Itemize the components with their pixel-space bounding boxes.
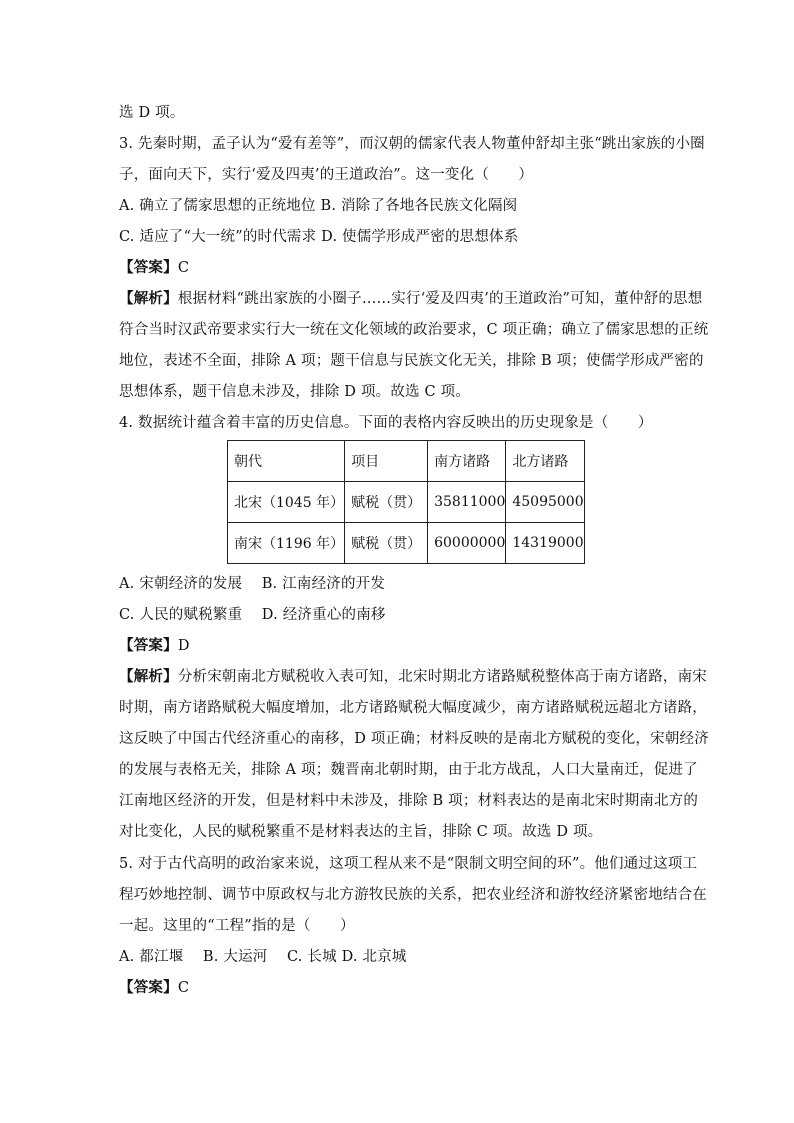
table-cell: 北宋（1045 年） xyxy=(228,482,345,523)
question-stem: 4. 数据统计蕴含着丰富的历史信息。下面的表格内容反映出的历史现象是（ ） xyxy=(119,415,653,431)
text-line: 选 D 项。 xyxy=(119,105,185,121)
answer-key: 【答案】C xyxy=(119,979,190,996)
table-row xyxy=(228,523,585,564)
answer-options: A. 确立了儒家思想的正统地位 B. 消除了各地各民族文化隔阂 xyxy=(119,198,518,214)
question-stem: 子，面向天下，实行‘爱及四夷’的王道政治”。这一变化（ ） xyxy=(119,167,534,183)
table-cell: 35811000 xyxy=(428,482,506,523)
section-label: 【解析】 xyxy=(119,668,178,685)
table-cell: 赋税（贯） xyxy=(345,523,428,564)
answer-options: C. 适应了“大一统”的时代需求 D. 使儒学形成严密的思想体系 xyxy=(119,229,519,245)
question-stem: 5. 对于古代高明的政治家来说，这项工程从来不是“限制文明空间的环”。他们通过这项工 xyxy=(119,856,698,872)
section-label: 【答案】 xyxy=(119,259,178,276)
table-header-cell: 北方诸路 xyxy=(506,441,584,482)
explanation: 时期，南方诸路赋税大幅度增加，北方诸路赋税大幅度减少，南方诸路赋税远超北方诸路， xyxy=(119,700,707,716)
table-cell: 60000000 xyxy=(428,523,506,564)
table-header-cell: 项目 xyxy=(345,441,428,482)
explanation: 的发展与表格无关，排除 A 项；魏晋南北朝时期，由于北方战乱，人口大量南迁，促进了 xyxy=(119,762,698,778)
answer-key: 【答案】D xyxy=(119,637,190,654)
answer-options: A. 宋朝经济的发展 B. 江南经济的开发 xyxy=(119,576,386,592)
answer-options: A. 都江堰 B. 大运河 C. 长城 D. 北京城 xyxy=(119,949,407,965)
question-stem: 程巧妙地控制、调节中原政权与北方游牧民族的关系，把农业经济和游牧经济紧密地结合在 xyxy=(119,887,707,903)
explanation: 地位，表述不全面，排除 A 项；题干信息与民族文化无关，排除 B 项；使儒学形成严密的 xyxy=(119,353,704,369)
explanation: 思想体系，题干信息未涉及，排除 D 项。故选 C 项。 xyxy=(119,384,471,400)
tax-table xyxy=(227,440,585,564)
explanation: 【解析】根据材料“跳出家族的小圈子……实行‘爱及四夷’的王道政治”可知，董仲舒的思想 xyxy=(119,290,703,307)
table-cell: 南宋（1196 年） xyxy=(228,523,345,564)
table-header-cell: 南方诸路 xyxy=(428,441,506,482)
question-stem: 一起。这里的“工程”指的是（ ） xyxy=(119,918,355,934)
table-cell: 14319000 xyxy=(506,523,584,564)
explanation: 符合当时汉武帝要求实行大一统在文化领域的政治要求，C 项正确；确立了儒家思想的正统 xyxy=(119,322,709,338)
answer-options: C. 人民的赋税繁重 D. 经济重心的南移 xyxy=(119,607,386,623)
explanation: 这反映了中国古代经济重心的南移，D 项正确；材料反映的是南北方赋税的变化，宋朝经济 xyxy=(119,731,709,747)
table-row xyxy=(228,482,585,523)
explanation: 【解析】分析宋朝南北方赋税收入表可知，北宋时期北方诸路赋税整体高于南方诸路，南宋 xyxy=(119,668,708,685)
answer-key: 【答案】C xyxy=(119,259,190,276)
table-cell: 45095000 xyxy=(506,482,584,523)
table-cell: 赋税（贯） xyxy=(345,482,428,523)
explanation: 对比变化，人民的赋税繁重不是材料表达的主旨，排除 C 项。故选 D 项。 xyxy=(119,824,603,840)
table-header-cell: 朝代 xyxy=(228,441,345,482)
table-header-row xyxy=(228,441,585,482)
section-label: 【解析】 xyxy=(119,290,178,307)
section-label: 【答案】 xyxy=(119,979,178,996)
section-label: 【答案】 xyxy=(119,637,178,654)
explanation: 江南地区经济的开发，但是材料中未涉及，排除 B 项；材料表达的是南北宋时期南北方的 xyxy=(119,793,699,809)
question-stem: 3. 先秦时期，孟子认为“爱有差等”，而汉朝的儒家代表人物董仲舒却主张“跳出家族的小圈 xyxy=(119,136,705,152)
